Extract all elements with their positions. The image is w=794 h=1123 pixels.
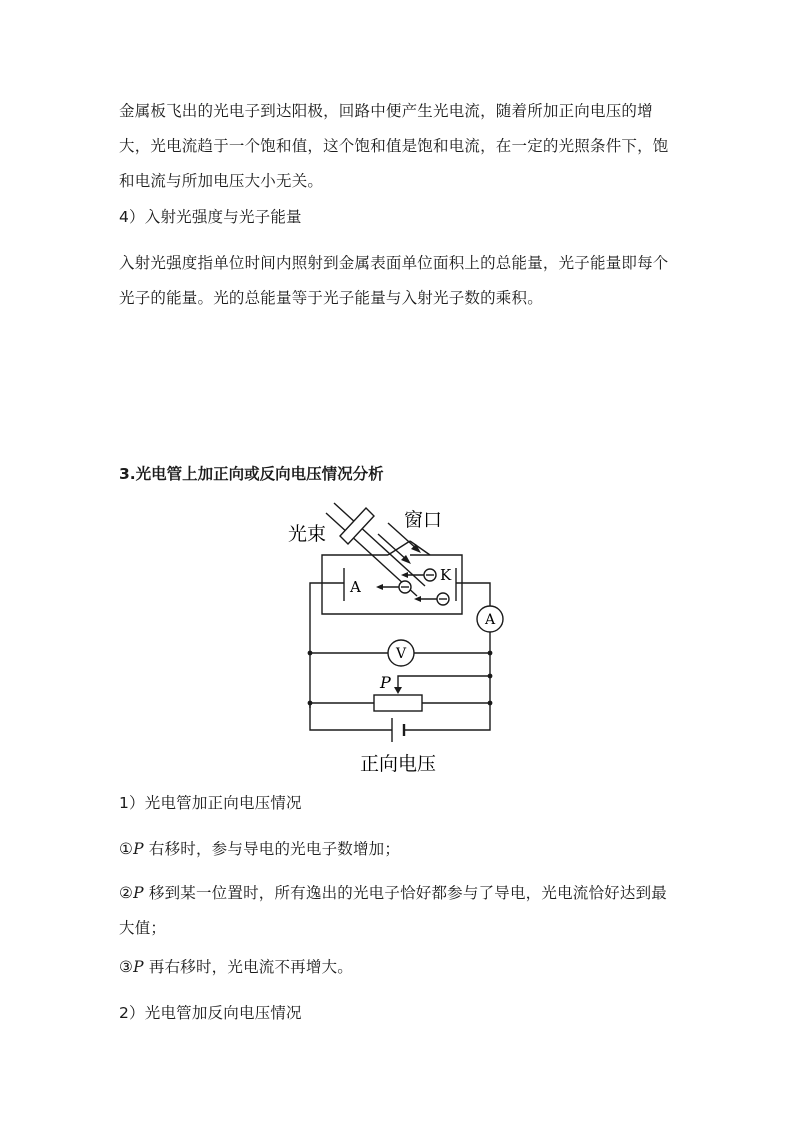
figure-caption: 正向电压 — [360, 753, 437, 775]
slider-arrow-head — [394, 687, 402, 694]
subheading-reverse-voltage: 2）光电管加反向电压情况 — [119, 1004, 302, 1022]
subheading-forward-voltage: 1）光电管加正向电压情况 — [119, 794, 302, 812]
junction-right-voltmeter — [488, 651, 493, 656]
section-heading: 3.光电管上加正向或反向电压情况分析 — [119, 465, 384, 483]
label-beam: 光束 — [288, 523, 327, 545]
list-item-3 — [119, 950, 679, 985]
junction-left-voltmeter — [308, 651, 313, 656]
label-ammeter: A — [484, 612, 496, 628]
label-window: 窗口 — [404, 509, 443, 531]
rheostat-resistor — [374, 695, 422, 711]
paragraph-saturation-current: 金属板飞出的光电子到达阳极，回路中便产生光电流，随着所加正向电压的增大，光电流趋于一个饱和值，这个饱和值是饱和电流，在一定的光照条件下，饱和电流与所加电压大小无关。 — [119, 102, 669, 190]
junction-right-slider — [488, 674, 493, 679]
list-item-1-marker: ① — [119, 840, 134, 858]
wire-anode-left — [310, 583, 344, 708]
wire-slider — [398, 676, 490, 690]
variable-p: P — [133, 884, 144, 902]
wire-cathode-right — [456, 583, 490, 606]
list-item-3-text: 再右移时，光电流不再增大。 — [143, 958, 353, 976]
junction-left-rheostat — [308, 701, 313, 706]
variable-p: P — [133, 840, 144, 858]
label-voltmeter: V — [395, 646, 407, 662]
list-item-3-marker: ③ — [119, 958, 134, 976]
paragraph-light-intensity: 入射光强度指单位时间内照射到金属表面单位面积上的总能量，光子能量即每个光子的能量。光的总能量等于光子能量与入射光子数的乘积。 — [119, 254, 669, 307]
junction-right-rheostat — [488, 701, 493, 706]
list-item-2 — [119, 876, 679, 946]
list-item-1-text: 右移时，参与导电的光电子数增加； — [143, 840, 401, 858]
electron-arrow-2-head — [376, 584, 383, 590]
label-cathode: K — [440, 566, 452, 584]
variable-p: P — [133, 958, 144, 976]
circuit-svg — [280, 498, 520, 783]
electron-arrow-3-head — [414, 596, 421, 602]
label-anode: A — [350, 578, 361, 596]
list-item-1 — [119, 832, 679, 867]
list-item-2-text: 移到某一位置时，所有逸出的光电子恰好都参与了导电，光电流恰好达到最大值； — [119, 884, 667, 937]
subheading-light-intensity: 4）入射光强度与光子能量 — [119, 208, 302, 226]
phototube-circuit-diagram — [280, 498, 520, 783]
list-item-2-marker: ② — [119, 884, 134, 902]
label-slider-p: P — [380, 673, 391, 692]
electron-arrow-1-head — [401, 572, 408, 578]
